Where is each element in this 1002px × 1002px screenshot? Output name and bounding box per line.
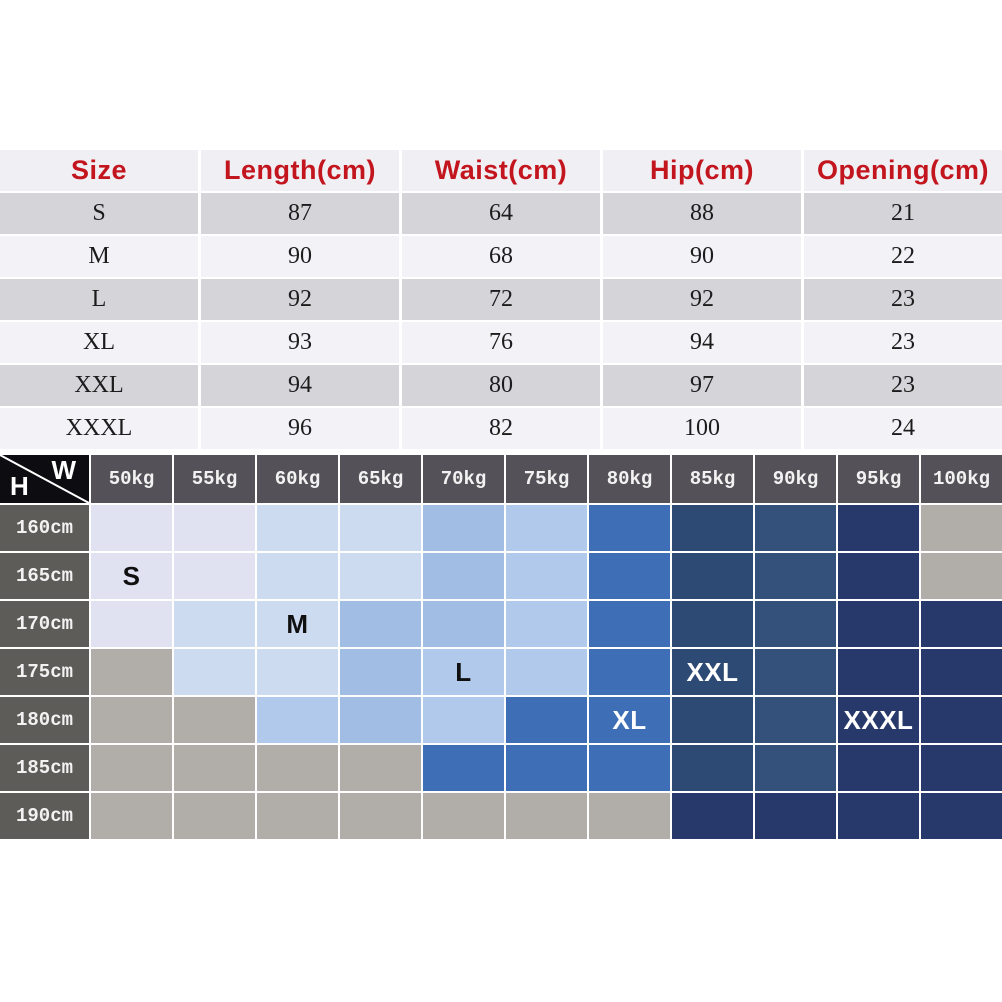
- matrix-cell: [755, 793, 836, 839]
- measurement-table: [0, 150, 1002, 449]
- weight-header-cell: 75kg: [506, 455, 587, 503]
- matrix-cell: [755, 649, 836, 695]
- matrix-cell: [921, 553, 1002, 599]
- height-header-cell: 170cm: [0, 601, 89, 647]
- matrix-cell: [257, 793, 338, 839]
- matrix-cell: [91, 649, 172, 695]
- matrix-cell: [340, 505, 421, 551]
- matrix-cell: [921, 697, 1002, 743]
- measurement-cell: 23: [804, 322, 1002, 363]
- measurement-cell: 94: [201, 365, 399, 406]
- matrix-cell: [838, 793, 919, 839]
- measurement-cell: 93: [201, 322, 399, 363]
- matrix-cell: [672, 505, 753, 551]
- matrix-cell: [174, 793, 255, 839]
- measurement-cell: 80: [402, 365, 600, 406]
- size-zone-label-cell: L: [423, 649, 504, 695]
- column-header: Length(cm): [201, 150, 399, 191]
- height-header-cell: 165cm: [0, 553, 89, 599]
- matrix-cell: [340, 793, 421, 839]
- matrix-cell: [340, 553, 421, 599]
- matrix-cell: [838, 601, 919, 647]
- matrix-cell: [921, 793, 1002, 839]
- height-axis-letter: H: [10, 471, 29, 501]
- matrix-cell: [91, 793, 172, 839]
- matrix-cell: [506, 793, 587, 839]
- matrix-cell: [838, 745, 919, 791]
- matrix-cell: [672, 697, 753, 743]
- size-name-cell: M: [0, 236, 198, 277]
- matrix-cell: [91, 697, 172, 743]
- weight-header-cell: 85kg: [672, 455, 753, 503]
- matrix-cell: [755, 505, 836, 551]
- weight-header-cell: 90kg: [755, 455, 836, 503]
- matrix-cell: [838, 553, 919, 599]
- matrix-cell: [589, 745, 670, 791]
- measurement-cell: 82: [402, 408, 600, 449]
- height-header-cell: 175cm: [0, 649, 89, 695]
- matrix-cell: [174, 505, 255, 551]
- matrix-cell: [91, 601, 172, 647]
- height-header-cell: 185cm: [0, 745, 89, 791]
- measurement-cell: 68: [402, 236, 600, 277]
- matrix-cell: [423, 697, 504, 743]
- matrix-cell: [506, 697, 587, 743]
- matrix-cell: [755, 697, 836, 743]
- size-zone-label-cell: S: [91, 553, 172, 599]
- measurement-cell: 22: [804, 236, 1002, 277]
- height-header-cell: 180cm: [0, 697, 89, 743]
- measurement-cell: 64: [402, 193, 600, 234]
- measurement-cell: 72: [402, 279, 600, 320]
- matrix-cell: [506, 601, 587, 647]
- measurement-cell: 88: [603, 193, 801, 234]
- matrix-cell: [174, 745, 255, 791]
- matrix-cell: [423, 745, 504, 791]
- matrix-cell: [174, 553, 255, 599]
- column-header: Waist(cm): [402, 150, 600, 191]
- height-header-cell: 190cm: [0, 793, 89, 839]
- measurement-cell: 23: [804, 279, 1002, 320]
- matrix-cell: [257, 697, 338, 743]
- size-zone-label-cell: XL: [589, 697, 670, 743]
- size-name-cell: S: [0, 193, 198, 234]
- measurement-cell: 90: [603, 236, 801, 277]
- matrix-cell: [672, 601, 753, 647]
- column-header: Opening(cm): [804, 150, 1002, 191]
- matrix-cell: [755, 601, 836, 647]
- weight-header-cell: 60kg: [257, 455, 338, 503]
- size-name-cell: XXL: [0, 365, 198, 406]
- matrix-cell: [921, 745, 1002, 791]
- matrix-cell: [921, 601, 1002, 647]
- matrix-cell: [91, 745, 172, 791]
- measurement-cell: 23: [804, 365, 1002, 406]
- weight-header-cell: 55kg: [174, 455, 255, 503]
- matrix-cell: [672, 553, 753, 599]
- matrix-cell: [506, 553, 587, 599]
- measurement-cell: 100: [603, 408, 801, 449]
- matrix-cell: [257, 553, 338, 599]
- size-name-cell: L: [0, 279, 198, 320]
- matrix-cell: [589, 793, 670, 839]
- matrix-cell: [755, 745, 836, 791]
- size-name-cell: XXXL: [0, 408, 198, 449]
- matrix-cell: [257, 649, 338, 695]
- measurement-cell: 92: [603, 279, 801, 320]
- weight-axis-letter: W: [51, 455, 76, 485]
- weight-header-cell: 70kg: [423, 455, 504, 503]
- matrix-cell: [91, 505, 172, 551]
- weight-header-cell: 50kg: [91, 455, 172, 503]
- matrix-cell: [423, 505, 504, 551]
- size-zone-label-cell: XXL: [672, 649, 753, 695]
- matrix-cell: [257, 745, 338, 791]
- height-header-cell: 160cm: [0, 505, 89, 551]
- measurement-cell: 96: [201, 408, 399, 449]
- weight-header-cell: 80kg: [589, 455, 670, 503]
- matrix-cell: [174, 649, 255, 695]
- matrix-cell: [589, 505, 670, 551]
- matrix-cell: [340, 697, 421, 743]
- measurement-cell: 24: [804, 408, 1002, 449]
- corner-cell: [0, 455, 89, 503]
- matrix-cell: [672, 745, 753, 791]
- measurement-cell: 21: [804, 193, 1002, 234]
- height-weight-matrix: [0, 455, 1002, 839]
- column-header: Hip(cm): [603, 150, 801, 191]
- measurement-cell: 92: [201, 279, 399, 320]
- matrix-cell: [921, 649, 1002, 695]
- matrix-cell: [506, 745, 587, 791]
- matrix-cell: [257, 505, 338, 551]
- matrix-cell: [174, 697, 255, 743]
- matrix-cell: [838, 505, 919, 551]
- matrix-cell: [589, 553, 670, 599]
- measurement-cell: 94: [603, 322, 801, 363]
- weight-header-cell: 100kg: [921, 455, 1002, 503]
- measurement-cell: 87: [201, 193, 399, 234]
- matrix-cell: [921, 505, 1002, 551]
- matrix-cell: [340, 649, 421, 695]
- measurement-cell: 90: [201, 236, 399, 277]
- matrix-cell: [340, 745, 421, 791]
- matrix-cell: [506, 649, 587, 695]
- matrix-cell: [174, 601, 255, 647]
- weight-header-cell: 95kg: [838, 455, 919, 503]
- matrix-cell: [423, 793, 504, 839]
- matrix-cell: [340, 601, 421, 647]
- size-zone-label-cell: M: [257, 601, 338, 647]
- size-zone-label-cell: XXXL: [838, 697, 919, 743]
- matrix-cell: [423, 553, 504, 599]
- measurement-cell: 97: [603, 365, 801, 406]
- size-name-cell: XL: [0, 322, 198, 363]
- matrix-cell: [506, 505, 587, 551]
- column-header: Size: [0, 150, 198, 191]
- matrix-cell: [672, 793, 753, 839]
- matrix-cell: [838, 649, 919, 695]
- matrix-cell: [423, 601, 504, 647]
- matrix-cell: [589, 601, 670, 647]
- measurement-cell: 76: [402, 322, 600, 363]
- matrix-cell: [589, 649, 670, 695]
- weight-header-cell: 65kg: [340, 455, 421, 503]
- matrix-cell: [755, 553, 836, 599]
